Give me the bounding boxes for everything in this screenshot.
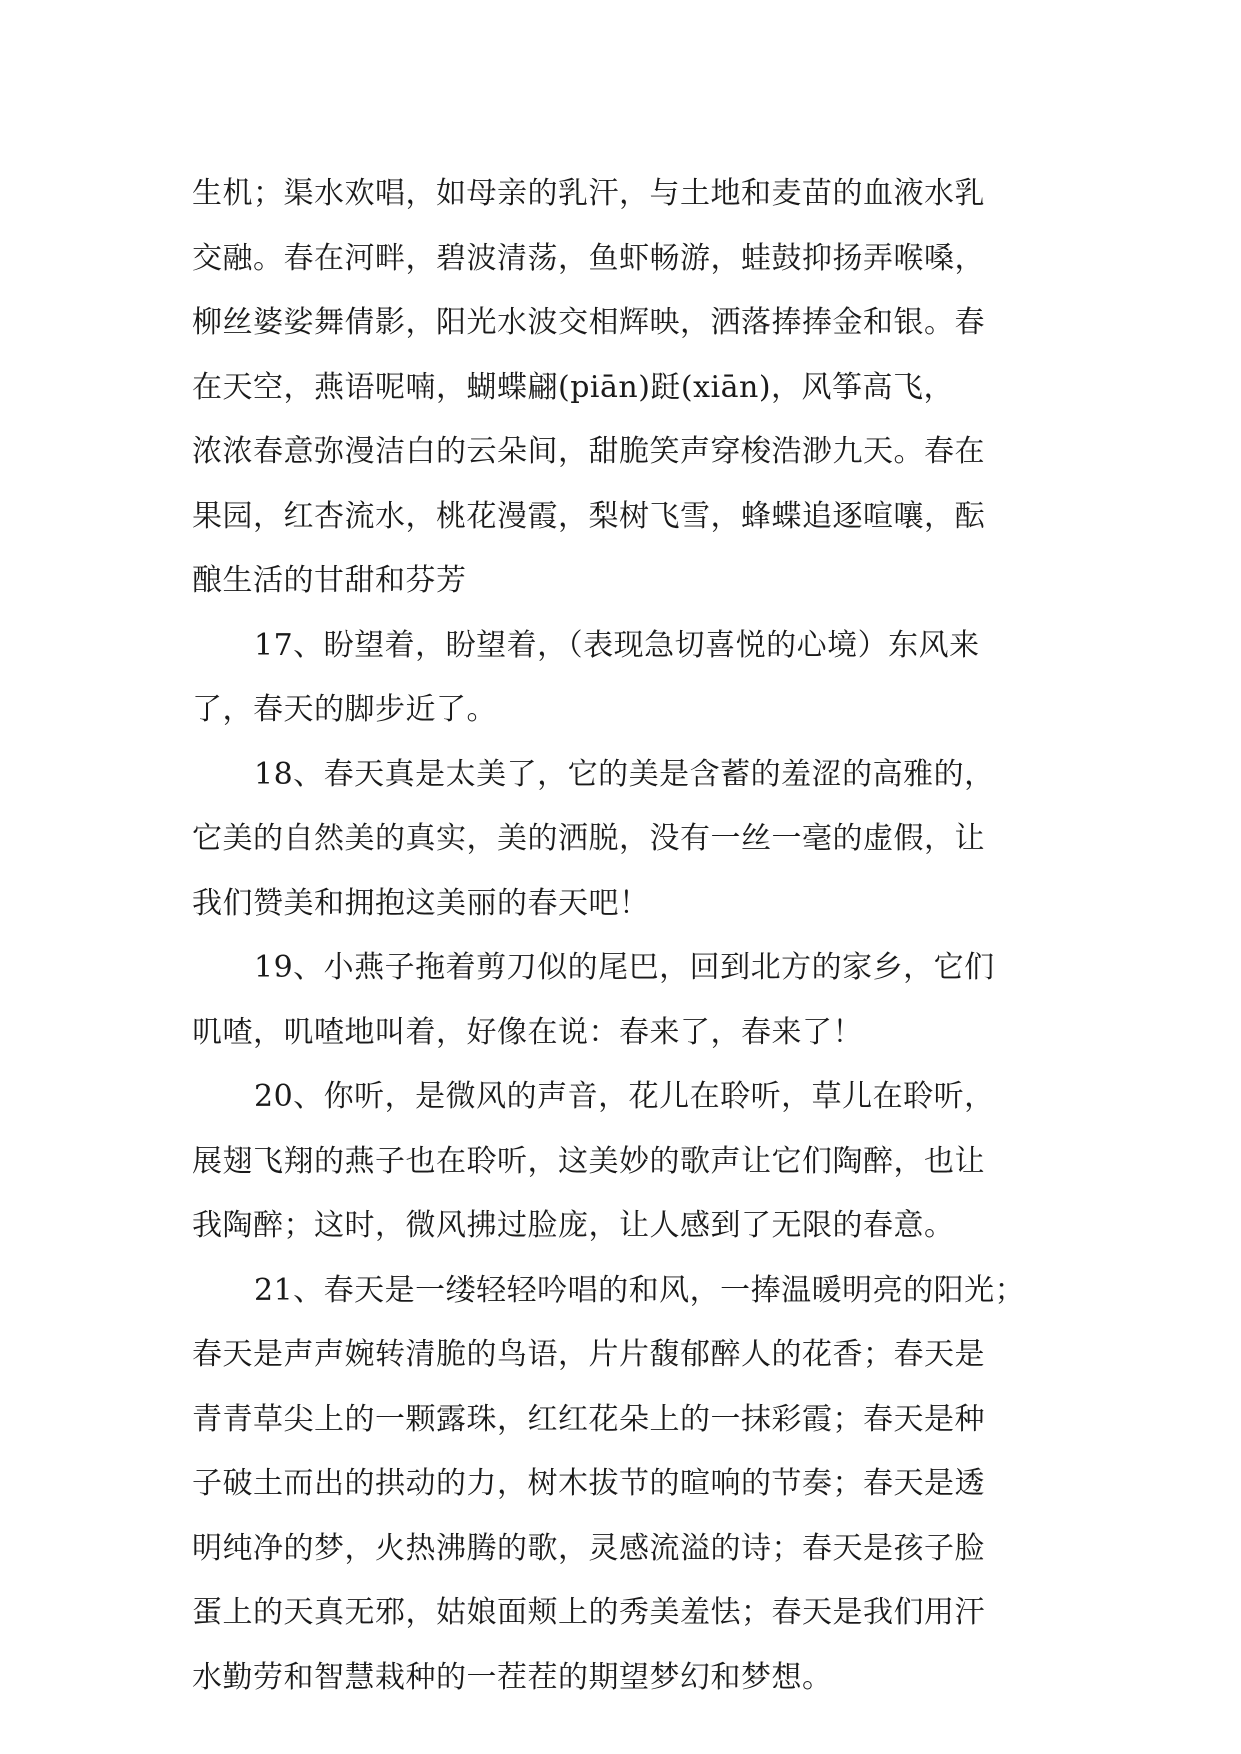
text-line: 子破土而出的拱动的力，树木拔节的暄响的节奏；春天是透	[192, 1466, 985, 1501]
text-line: 它美的自然美的真实，美的洒脱，没有一丝一毫的虚假，让	[192, 821, 985, 856]
text-line: 明纯净的梦，火热沸腾的歌，灵感流溢的诗；春天是孩子脸	[192, 1530, 985, 1566]
text-line: 了，春天的脚步近了。	[192, 692, 497, 727]
document-body	[192, 162, 1072, 1710]
text-line: 展翅飞翔的燕子也在聆听，这美妙的歌声让它们陶醉，也让	[192, 1143, 985, 1179]
paragraph-20-first-line: 20、你听，是微风的声音，花儿在聆听，草儿在聆听，	[254, 1079, 995, 1114]
text-line: 生机；渠水欢唱，如母亲的乳汗，与土地和麦苗的血液水乳	[192, 176, 985, 211]
text-line: 在天空，燕语呢喃，蝴蝶翩(piān)跹(xiān)，风筝高飞，	[192, 369, 955, 405]
text-line: 交融。春在河畔，碧波清荡，鱼虾畅游，蛙鼓抑扬弄喉嗓，	[192, 240, 985, 276]
text-line: 浓浓春意弥漫洁白的云朵间，甜脆笑声穿梭浩渺九天。春在	[192, 434, 985, 469]
paragraph-21-first-line: 21、春天是一缕轻轻吟唱的和风，一捧温暖明亮的阳光；	[254, 1272, 1026, 1308]
text-line: 蛋上的天真无邪，姑娘面颊上的秀美羞怯；春天是我们用汗	[192, 1595, 985, 1630]
text-line: 柳丝婆娑舞倩影，阳光水波交相辉映，洒落捧捧金和银。春	[192, 305, 985, 340]
paragraph-18-first-line: 18、春天真是太美了，它的美是含蓄的羞涩的高雅的，	[254, 756, 995, 792]
text-line: 我陶醉；这时，微风拂过脸庞，让人感到了无限的春意。	[192, 1208, 955, 1243]
paragraph-17-first-line: 17、盼望着，盼望着，（表现急切喜悦的心境）东风来	[254, 627, 980, 663]
paragraph-19-first-line: 19、小燕子拖着剪刀似的尾巴，回到北方的家乡，它们	[254, 950, 995, 985]
text-line: 酿生活的甘甜和芬芳	[192, 563, 467, 598]
text-line: 春天是声声婉转清脆的鸟语，片片馥郁醉人的花香；春天是	[192, 1337, 985, 1372]
text-line: 叽喳，叽喳地叫着，好像在说：春来了，春来了！	[192, 1014, 863, 1050]
text-line: 青青草尖上的一颗露珠，红红花朵上的一抹彩霞；春天是种	[192, 1401, 985, 1437]
text-line: 水勤劳和智慧栽种的一茬茬的期望梦幻和梦想。	[192, 1659, 833, 1695]
text-line: 我们赞美和拥抱这美丽的春天吧！	[192, 885, 650, 921]
text-line: 果园，红杏流水，桃花漫霞，梨树飞雪，蜂蝶追逐喧嚷，酝	[192, 498, 985, 534]
